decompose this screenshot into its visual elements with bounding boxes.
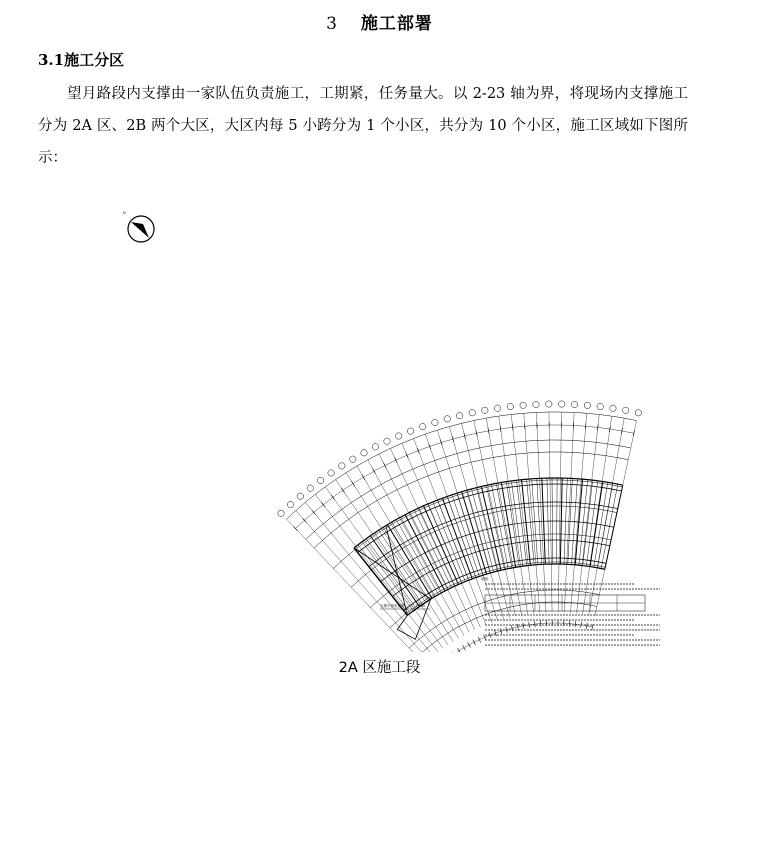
north-arrow-icon xyxy=(123,211,154,242)
axis-bubbles xyxy=(278,401,642,517)
figure-caption: 2A 区施工段 xyxy=(338,660,421,676)
body-paragraph: 望月路段内支撑由一家队伍负责施工，工期紧，任务量大。以 2-23 轴为界，将现场内支撑施工分为 2A 区、2B 两个大区，大区内每 5 小跨分为 1 个小区，共分为 10 个小区，施工区域如下图所示： xyxy=(38,86,688,166)
subsection-heading: 3.1施工分区 xyxy=(38,51,125,69)
section-title: 施工部署 xyxy=(360,14,433,34)
svg-text:N: N xyxy=(123,211,126,215)
axis-grid-lines xyxy=(287,412,637,652)
section-heading xyxy=(0,9,759,34)
drawing-title: 支撑平面布置图（一）1:200 xyxy=(380,604,426,608)
notes-heading: 说明： xyxy=(481,577,492,581)
section-number: 3 xyxy=(326,14,338,34)
construction-drawing xyxy=(85,182,705,652)
